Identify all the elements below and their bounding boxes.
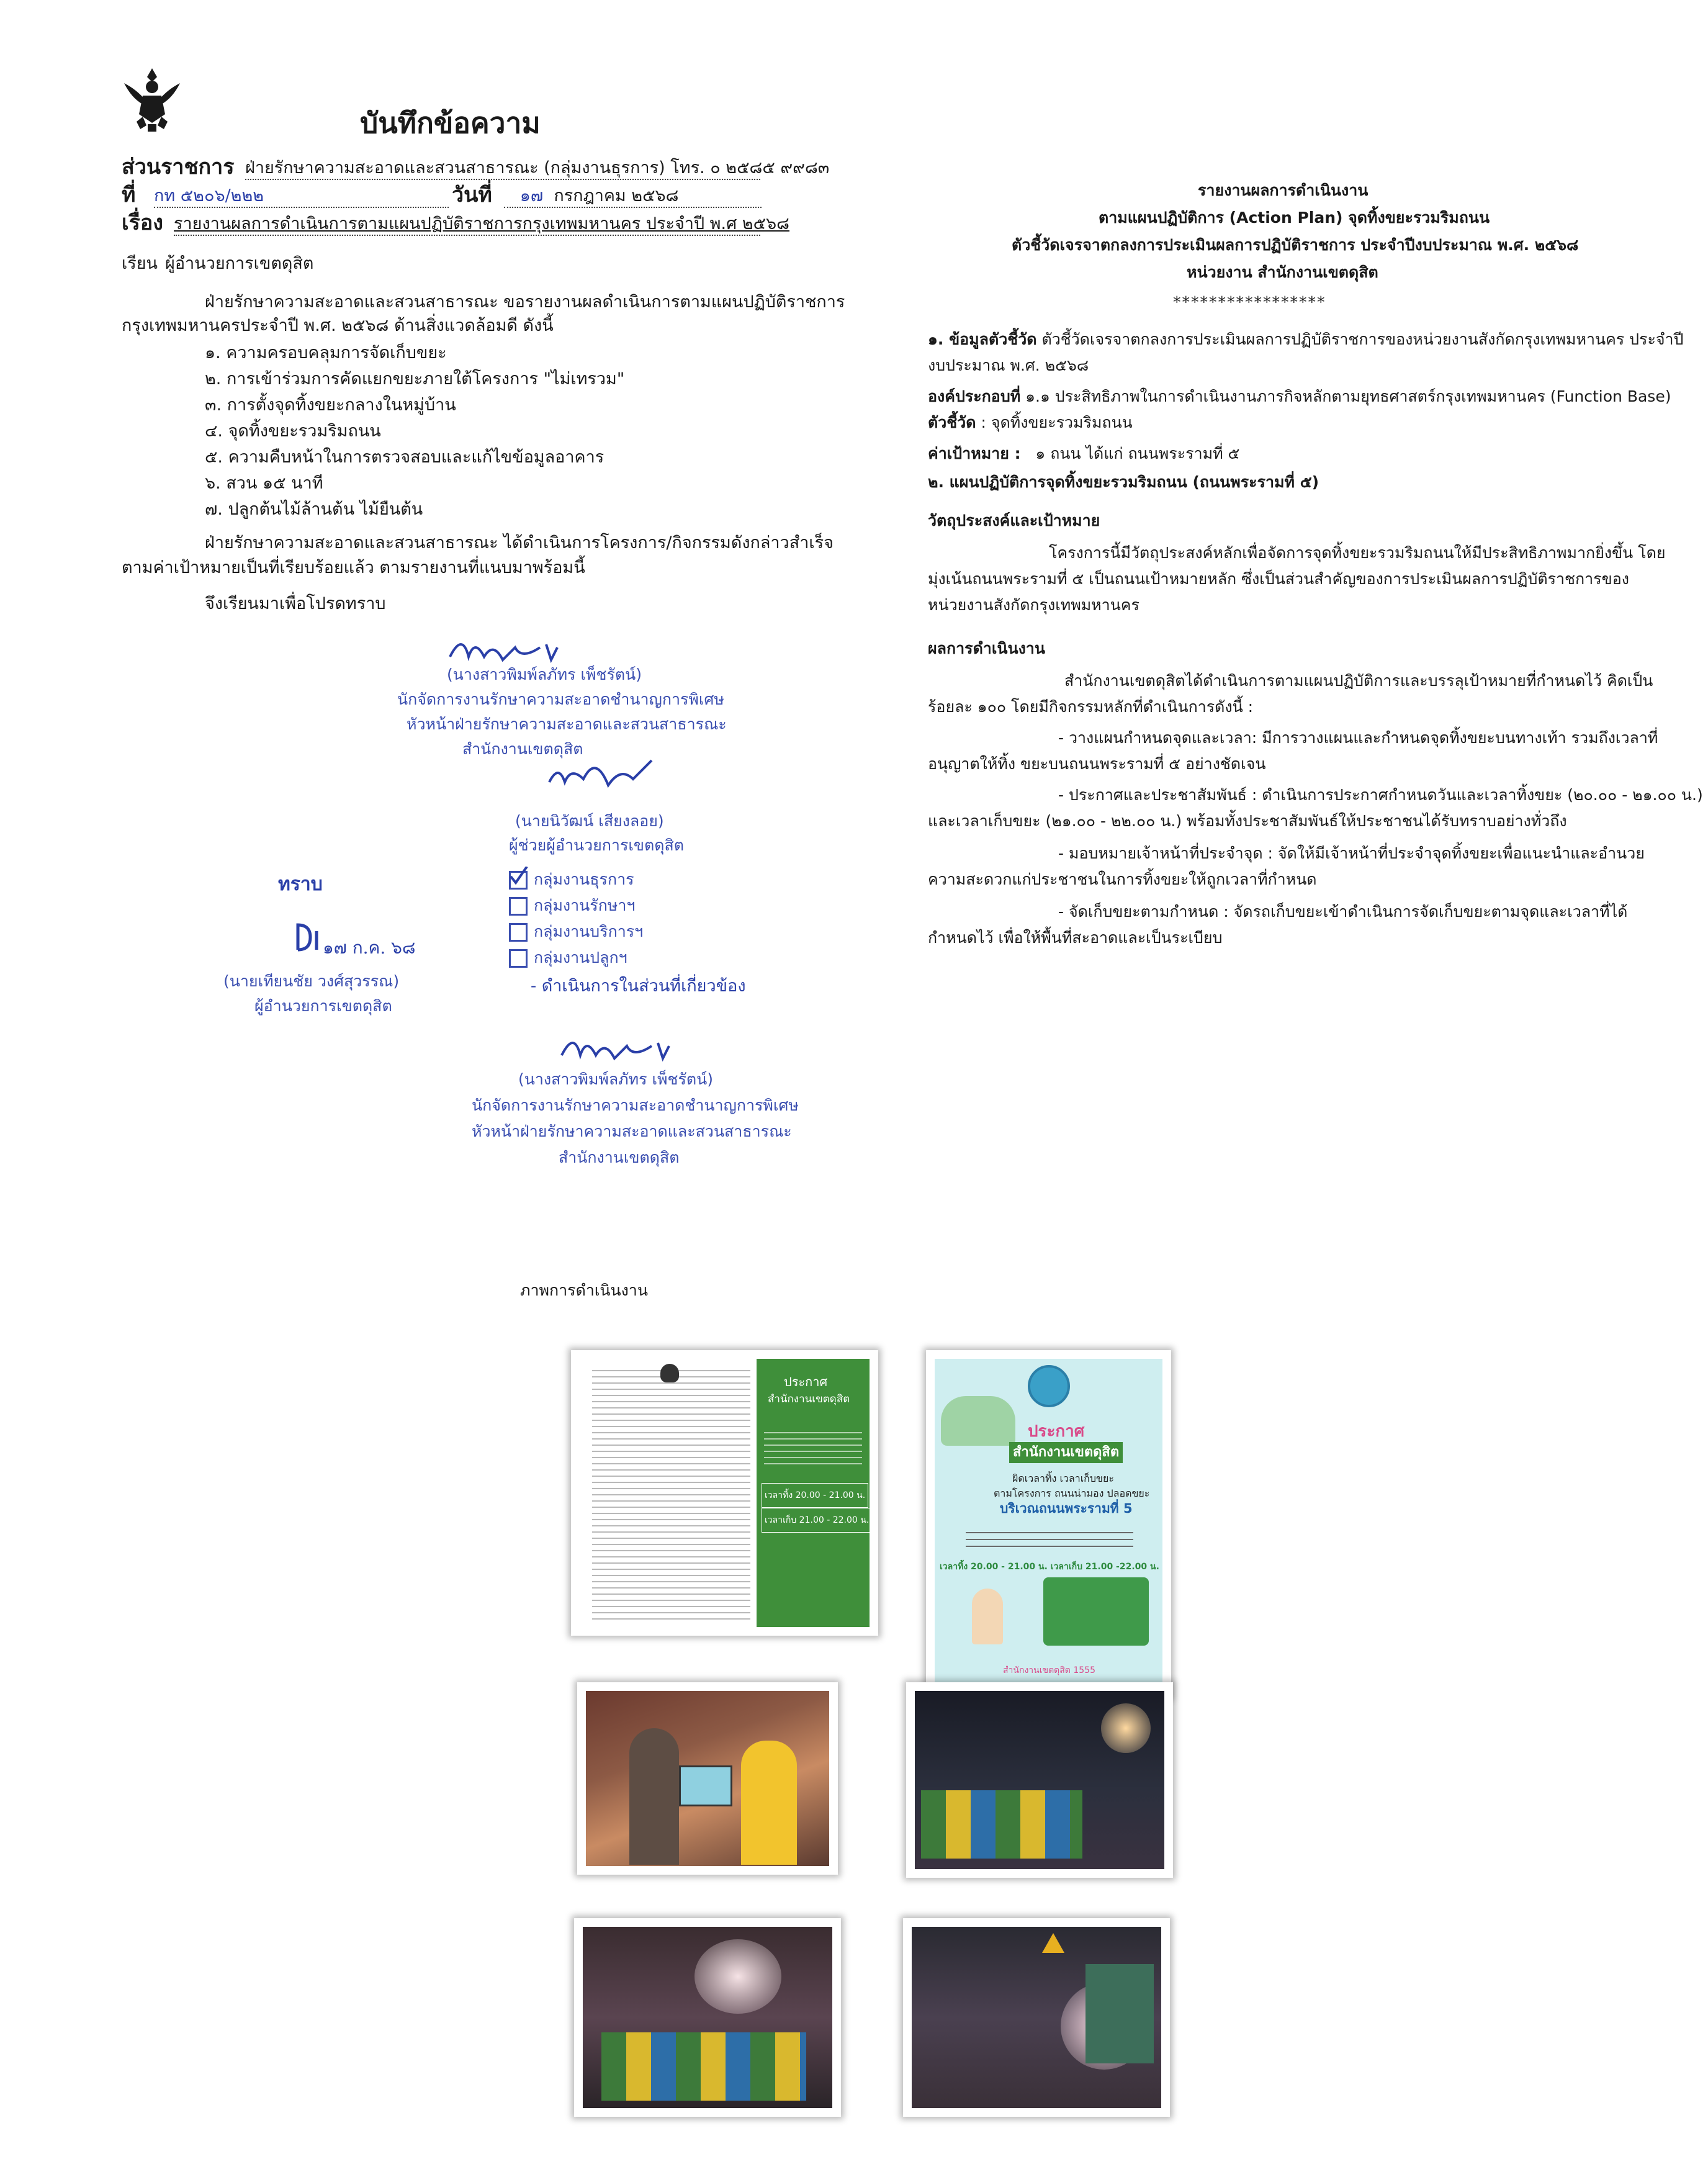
- photo-bins-night-1: [906, 1682, 1173, 1878]
- target-row: [928, 443, 1239, 464]
- result-text: สำนักงานเขตดุสิตได้ดำเนินการตามแผนปฏิบัติการและบรรลุเป้าหมายที่กำหนดไว้ คิดเป็น: [1064, 672, 1653, 690]
- checkbox-icon[interactable]: [509, 949, 528, 968]
- ref-number: กท ๕๒๐๖/๒๒๒: [154, 186, 264, 205]
- to-label: เรียน: [122, 254, 158, 273]
- memo-item: ๒. การเข้าร่วมการคัดแยกขยะภายใต้โครงการ "ไม่เทรวม": [205, 369, 625, 389]
- announcement-head: สำนักงานเขตดุสิต: [768, 1393, 850, 1405]
- report-heading: ตัวชี้วัดเจรจาตกลงการประเมินผลการปฏิบัติราชการ ประจำปีงบประมาณ พ.ศ. ๒๕๖๘: [1012, 236, 1579, 254]
- memo-item: ๑. ความครอบคลุมการจัดเก็บขยะ: [205, 343, 447, 363]
- component-row: [928, 386, 1671, 407]
- date-day: ๑๗: [519, 186, 544, 205]
- poster-line: ตามโครงการ ถนนน่ามอง ปลอดขยะ: [994, 1487, 1150, 1499]
- checkbox-label: กลุ่มงานบริการฯ: [534, 922, 644, 940]
- section-1: [928, 329, 1683, 350]
- indicator-label: ตัวชี้วัด: [928, 413, 976, 431]
- bma-logo-icon: [1028, 1365, 1070, 1407]
- announcement-text-block: [592, 1365, 750, 1620]
- photo-truck-collecting: [903, 1918, 1170, 2117]
- section-1-cont: งบประมาณ พ.ศ. ๒๕๖๘: [928, 356, 1089, 374]
- bin-row: [921, 1790, 1082, 1859]
- person-staff: [629, 1728, 679, 1865]
- memo-title: บันทึกข้อความ: [360, 106, 541, 140]
- bin-row: [601, 2032, 806, 2101]
- ref-label: ที่: [122, 183, 136, 207]
- sig1-name: (นางสาวพิมพ์ลภัทร เพ็ชรัตน์): [447, 665, 642, 683]
- indicator-row: [928, 412, 1133, 433]
- poster-line: ผิดเวลาทิ้ง เวลาเก็บขยะ: [1012, 1472, 1114, 1484]
- sig1-position: สำนักงานเขตดุสิต: [462, 740, 583, 758]
- street-light: [694, 1939, 781, 2014]
- subject-label: เรื่อง: [122, 210, 163, 235]
- to-value: ผู้อำนวยการเขตดุสิต: [165, 254, 314, 273]
- report-heading: รายงานผลการดำเนินงาน: [1198, 181, 1369, 199]
- section-1-label: ๑. ข้อมูลตัวชี้วัด: [928, 330, 1037, 348]
- photo-public-relations: [577, 1682, 838, 1875]
- checkbox-row[interactable]: [509, 895, 635, 916]
- checkbox-label: กลุ่มงานธุรการ: [534, 870, 634, 888]
- memo-closing: จึงเรียนมาเพื่อโปรดทราบ: [205, 594, 386, 613]
- poster-subtitle: สำนักงานเขตดุสิต: [1009, 1442, 1123, 1463]
- agency-label: ส่วนราชการ: [122, 155, 235, 179]
- sig1-position: หัวหน้าฝ่ายรักษาความสะอาดและสวนสาธารณะ: [407, 715, 727, 733]
- checkbox-checked-icon[interactable]: [509, 871, 528, 890]
- sig1-position: นักจัดการงานรักษาความสะอาดชำนาญการพิเศษ: [397, 690, 724, 708]
- ack-date: ๑๗ ก.ค. ๖๘: [323, 937, 416, 958]
- date-rest: กรกฎาคม ๒๕๖๘: [554, 186, 679, 205]
- poster-illustration: [941, 1396, 1015, 1446]
- poster-board: [679, 1765, 732, 1806]
- memo-item: ๖. สวน ๑๕ นาที: [205, 474, 323, 493]
- sig4-name: (นางสาวพิมพ์ลภัทร เพ็ชรัตน์): [518, 1070, 714, 1088]
- result-bullet: กำหนดไว้ เพื่อให้พื้นที่สะอาดและเป็นระเบียบ: [928, 929, 1223, 947]
- section-2: ๒. แผนปฏิบัติการจุดทิ้งขยะรวมริมถนน (ถนนพระรามที่ ๕): [928, 473, 1319, 491]
- announcement-time: เวลาเก็บ 21.00 - 22.00 น.: [762, 1508, 870, 1533]
- warning-sign-icon: [1042, 1933, 1064, 1953]
- report-heading: หน่วยงาน สำนักงานเขตดุสิต: [1187, 263, 1378, 281]
- sig4-position: หัวหน้าฝ่ายรักษาความสะอาดและสวนสาธารณะ: [472, 1122, 792, 1140]
- poster-line: บริเวณถนนพระรามที่ 5: [1000, 1501, 1133, 1516]
- component-value: ๑.๑ ประสิทธิภาพในการดำเนินงานภารกิจหลักตามยุทธศาสตร์กรุงเทพมหานคร (Function Base): [1025, 387, 1671, 405]
- street-light: [1101, 1703, 1151, 1753]
- checkbox-row[interactable]: [509, 947, 627, 968]
- date-label: วันที่: [452, 183, 492, 207]
- routing-note: - ดำเนินการในส่วนที่เกี่ยวข้อง: [531, 976, 746, 996]
- announcement-lines: [764, 1427, 862, 1464]
- memo-item: ๔. จุดทิ้งขยะรวมริมถนน: [205, 421, 381, 441]
- sig4-position: สำนักงานเขตดุสิต: [559, 1148, 680, 1166]
- objective-text: หน่วยงานสังกัดกรุงเทพมหานคร: [928, 596, 1139, 614]
- memo-para2-cont: ตามค่าเป้าหมายเป็นที่เรียบร้อยแล้ว ตามรายงานที่แนบมาพร้อมนี้: [122, 558, 585, 577]
- result-text: ร้อยละ ๑๐๐ โดยมีกิจกรรมหลักที่ดำเนินการดังนี้ :: [928, 698, 1254, 716]
- report-stars: *****************: [1173, 293, 1326, 311]
- announcement-time: เวลาทิ้ง 20.00 - 21.00 น.: [762, 1483, 868, 1508]
- result-bullet: - มอบหมายเจ้าหน้าที่ประจำจุด : จัดให้มีเจ้าหน้าที่ประจำจุดทิ้งขยะเพื่อแนะนำและอำนวย: [1058, 844, 1645, 862]
- sig3-position: ผู้อำนวยการเขตดุสิต: [254, 997, 392, 1015]
- agency-value: ฝ่ายรักษาความสะอาดและสวนสาธารณะ (กลุ่มงานธุรการ) โทร. ๐ ๒๕๘๕ ๙๙๘๓: [245, 158, 760, 180]
- memo-item: ๗. ปลูกต้นไม้ล้านต้น ไม้ยืนต้น: [205, 500, 423, 519]
- indicator-value: : จุดทิ้งขยะรวมริมถนน: [981, 413, 1133, 431]
- sig2-position: ผู้ช่วยผู้อำนวยการเขตดุสิต: [509, 836, 684, 854]
- result-bullet: - วางแผนกำหนดจุดและเวลา: มีการวางแผนและกำหนดจุดทิ้งขยะบนทางเท้า รวมถึงเวลาที่: [1058, 729, 1658, 747]
- poster-time: เวลาทิ้ง 20.00 - 21.00 น. เวลาเก็บ 21.00 -22.00 น.: [940, 1562, 1159, 1572]
- subject-value: รายงานผลการดำเนินการตามแผนปฏิบัติราชการกรุงเทพมหานคร ประจำปี พ.ศ ๒๕๖๘: [174, 214, 760, 236]
- checkbox-label: กลุ่มงานปลูกฯ: [534, 949, 627, 967]
- result-bullet: และเวลาเก็บขยะ (๒๑.๐๐ - ๒๒.๐๐ น.) พร้อมทั้งประชาสัมพันธ์ให้ประชาชนได้รับทราบอย่างทั่วถึง: [928, 812, 1567, 830]
- objective-heading: วัตถุประสงค์และเป้าหมาย: [928, 512, 1100, 530]
- objective-text: มุ่งเน้นถนนพระรามที่ ๕ เป็นถนนเป้าหมายหลัก ซึ่งเป็นส่วนสำคัญของการประเมินผลการปฏิบัติราชการของ: [928, 570, 1629, 588]
- garuda-emblem-icon: [660, 1364, 679, 1382]
- checkbox-row[interactable]: [509, 869, 634, 890]
- photo-announcement: [571, 1350, 878, 1636]
- sig2-name: (นายนิวัฒน์ เสียงลอย): [515, 812, 664, 830]
- sig3-name: (นายเทียนชัย วงศ์สุวรรณ): [223, 972, 400, 990]
- checkbox-icon[interactable]: [509, 897, 528, 916]
- memo-item: ๕. ความคืบหน้าในการตรวจสอบและแก้ไขข้อมูลอาคาร: [205, 448, 605, 467]
- ref-value: [154, 186, 449, 208]
- poster-title: ประกาศ: [1028, 1422, 1085, 1441]
- photo-poster: [926, 1350, 1171, 1698]
- checkbox-icon[interactable]: [509, 923, 528, 942]
- target-value: ๑ ถนน ได้แก่ ถนนพระรามที่ ๕: [1035, 444, 1240, 462]
- memo-para1: ฝ่ายรักษาความสะอาดและสวนสาธารณะ ขอรายงานผลดำเนินการตามแผนปฏิบัติราชการ: [205, 292, 845, 312]
- objective-text: โครงการนี้มีวัตถุประสงค์หลักเพื่อจัดการจุดทิ้งขยะรวมริมถนนให้มีประสิทธิภาพมากยิ่งขึ้น โดย: [1049, 544, 1666, 562]
- result-bullet: ความสะดวกแก่ประชาชนในการทิ้งขยะให้ถูกเวลาที่กำหนด: [928, 870, 1317, 888]
- memo-para2: ฝ่ายรักษาความสะอาดและสวนสาธารณะ ได้ดำเนินการโครงการ/กิจกรรมดังกล่าวสำเร็จ: [205, 533, 834, 552]
- checkbox-row[interactable]: [509, 921, 643, 942]
- poster-lines: [966, 1526, 1133, 1551]
- memo-item: ๓. การตั้งจุดทิ้งขยะกลางในหมู่บ้าน: [205, 395, 456, 415]
- ack-word: ทราบ: [278, 873, 323, 895]
- result-bullet: - จัดเก็บขยะตามกำหนด : จัดรถเก็บขยะเข้าดำเนินการจัดเก็บขยะตามจุดและเวลาที่ได้: [1058, 903, 1628, 921]
- announcement-green-panel: [757, 1359, 870, 1627]
- result-bullet: - ประกาศและประชาสัมพันธ์ : ดำเนินการประกาศกำหนดวันและเวลาทิ้งขยะ (๒๐.๐๐ - ๒๑.๐๐ น.): [1058, 786, 1703, 804]
- target-label: ค่าเป้าหมาย :: [928, 444, 1021, 462]
- memo-para1-cont: กรุงเทพมหานครประจำปี พ.ศ. ๒๕๖๘ ด้านสิ่งแวดล้อมดี ดังนี้: [122, 316, 554, 335]
- section-1-text: ตัวชี้วัดเจรจาตกลงการประเมินผลการปฏิบัติราชการของหน่วยงานสังกัดกรุงเทพมหานคร ประจำปี: [1041, 330, 1684, 348]
- checkbox-label: กลุ่มงานรักษาฯ: [534, 896, 636, 914]
- signature-scribble-4: [559, 1030, 683, 1070]
- garuda-emblem-icon: [118, 65, 186, 134]
- garbage-truck-icon: [1043, 1577, 1149, 1646]
- photos-caption: ภาพการดำเนินงาน: [520, 1281, 648, 1299]
- result-bullet: อนุญาตให้ทิ้ง ขยะบนถนนพระรามที่ ๕ อย่างชัดเจน: [928, 755, 1266, 773]
- photo-bins-night-2: [574, 1918, 841, 2117]
- garbage-truck: [1085, 1964, 1154, 2063]
- date-value: [504, 186, 762, 208]
- signature-scribble-2: [546, 751, 658, 803]
- report-heading: ตามแผนปฏิบัติการ (Action Plan) จุดทิ้งขยะรวมริมถนน: [1099, 209, 1490, 227]
- component-label: องค์ประกอบที่: [928, 387, 1021, 405]
- poster-footer: สำนักงานเขตดุสิต 1555: [1003, 1665, 1095, 1675]
- person-yellow-shirt: [741, 1741, 797, 1865]
- sig4-position: นักจัดการงานรักษาความสะอาดชำนาญการพิเศษ: [472, 1096, 799, 1114]
- worker-icon: [972, 1589, 1003, 1644]
- result-heading: ผลการดำเนินงาน: [928, 639, 1045, 657]
- announcement-head: ประกาศ: [784, 1374, 828, 1389]
